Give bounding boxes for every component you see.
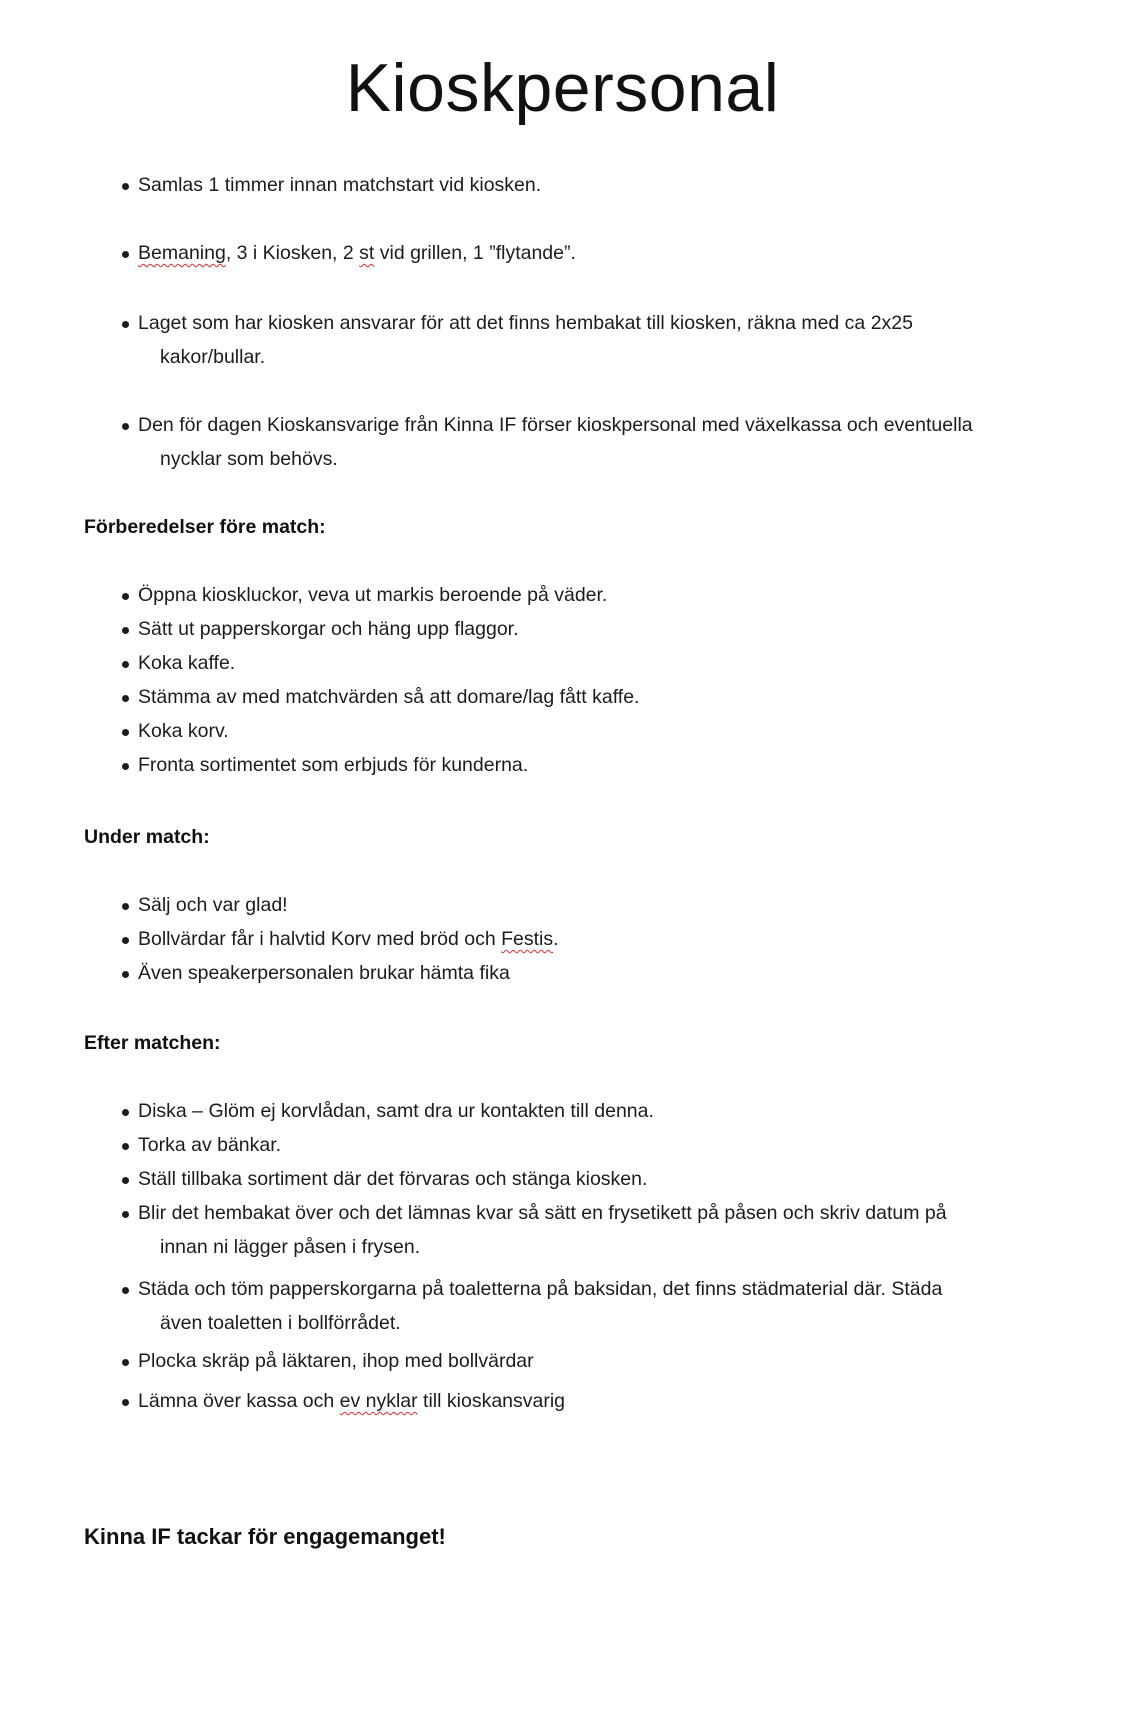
intro-list — [84, 236, 1044, 270]
bullet-icon — [122, 593, 129, 600]
list-item-text: Torka av bänkar. — [138, 1134, 282, 1156]
list-item — [84, 408, 1044, 476]
misspelled-word: ev nyklar — [339, 1390, 418, 1412]
closing-text: Kinna IF tackar för engagemanget! — [84, 1524, 446, 1549]
bullet-icon — [122, 937, 129, 944]
intro-list — [84, 408, 1044, 476]
intro-list — [84, 168, 1044, 202]
list-item — [84, 956, 1044, 990]
list-item-text: till kioskansvarig — [417, 1390, 566, 1412]
list-item-text: Stämma av med matchvärden så att domare/lag fått kaffe. — [138, 686, 640, 708]
list-item — [84, 922, 1044, 956]
list-item — [84, 306, 1044, 374]
bullet-icon — [122, 763, 129, 770]
list-item — [84, 1196, 1044, 1264]
bullet-icon — [122, 1211, 129, 1218]
bullet-icon — [122, 903, 129, 910]
bullet-icon — [122, 1143, 129, 1150]
list-item — [84, 236, 1044, 270]
bullet-icon — [122, 321, 129, 328]
list-item — [84, 1128, 1044, 1162]
bullet-icon — [122, 1177, 129, 1184]
list-item — [84, 1344, 1044, 1378]
after-list — [84, 1094, 1044, 1264]
during-list — [84, 888, 1044, 990]
bullet-icon — [122, 1109, 129, 1116]
bullet-icon — [122, 627, 129, 634]
list-item-text: , 3 i Kiosken, 2 — [225, 242, 360, 264]
misspelled-word: Festis — [501, 928, 554, 950]
misspelled-word: Bemaning — [138, 242, 226, 264]
document-title: Kioskpersonal — [345, 50, 780, 126]
list-item — [84, 748, 1044, 782]
list-item — [84, 168, 1044, 202]
bullet-icon — [122, 1399, 129, 1406]
list-item-text-continued: kakor/bullar. — [160, 346, 266, 368]
list-item-text: Sälj och var glad! — [138, 894, 288, 916]
list-item-text: . — [553, 928, 559, 950]
list-item — [84, 1384, 1044, 1418]
list-item — [84, 612, 1044, 646]
bullet-icon — [122, 183, 129, 190]
list-item-text: Plocka skräp på läktaren, ihop med bollvärdar — [138, 1350, 534, 1372]
list-item-text: Även speakerpersonalen brukar hämta fika — [138, 962, 510, 984]
list-item-text: Diska – Glöm ej korvlådan, samt dra ur kontakten till denna. — [138, 1100, 654, 1122]
list-item-text: Lämna över kassa och — [138, 1390, 340, 1412]
bullet-icon — [122, 661, 129, 668]
list-item — [84, 1162, 1044, 1196]
intro-list — [84, 306, 1044, 374]
list-item — [84, 888, 1044, 922]
list-item-text: Ställ tillbaka sortiment där det förvaras och stänga kiosken. — [138, 1168, 648, 1190]
section-heading-during: Under match: — [84, 826, 210, 848]
bullet-icon — [122, 695, 129, 702]
list-item-text: Öppna kioskluckor, veva ut markis beroende på väder. — [138, 584, 608, 606]
after-list — [84, 1344, 1044, 1378]
list-item — [84, 680, 1044, 714]
bullet-icon — [122, 251, 129, 258]
list-item-text: Den för dagen Kioskansvarige från Kinna IF förser kioskpersonal med växelkassa och eventuella — [138, 414, 973, 436]
list-item — [84, 1272, 1044, 1340]
list-item-text: Koka korv. — [138, 720, 229, 742]
after-list — [84, 1384, 1044, 1418]
list-item-text: Fronta sortimentet som erbjuds för kunderna. — [138, 754, 529, 776]
list-item-text: Laget som har kiosken ansvarar för att det finns hembakat till kiosken, räkna med ca 2x25 — [138, 312, 913, 334]
section-heading-after: Efter matchen: — [84, 1032, 221, 1054]
before-list — [84, 578, 1044, 782]
list-item-text: Sätt ut papperskorgar och häng upp flaggor. — [138, 618, 519, 640]
list-item-text: Blir det hembakat över och det lämnas kvar så sätt en frysetikett på påsen och skriv datum på — [138, 1202, 947, 1224]
bullet-icon — [122, 1359, 129, 1366]
misspelled-word: st — [359, 242, 375, 264]
list-item — [84, 646, 1044, 680]
list-item-text-continued: nycklar som behövs. — [160, 448, 338, 470]
bullet-icon — [122, 1287, 129, 1294]
list-item — [84, 1094, 1044, 1128]
list-item-text: Bollvärdar får i halvtid Korv med bröd och — [138, 928, 502, 950]
list-item-text-continued: även toaletten i bollförrådet. — [160, 1312, 401, 1334]
list-item — [84, 714, 1044, 748]
after-list — [84, 1272, 1044, 1340]
bullet-icon — [122, 423, 129, 430]
list-item-text: Koka kaffe. — [138, 652, 236, 674]
list-item-text: vid grillen, 1 ”flytande”. — [374, 242, 576, 264]
bullet-icon — [122, 971, 129, 978]
list-item-text: Städa och töm papperskorgarna på toaletterna på baksidan, det finns städmaterial där. Städa — [138, 1278, 943, 1300]
list-item-text-continued: innan ni lägger påsen i frysen. — [160, 1236, 421, 1258]
section-heading-before: Förberedelser före match: — [84, 516, 326, 538]
list-item — [84, 578, 1044, 612]
list-item-text: Samlas 1 timmer innan matchstart vid kiosken. — [138, 174, 542, 196]
bullet-icon — [122, 729, 129, 736]
